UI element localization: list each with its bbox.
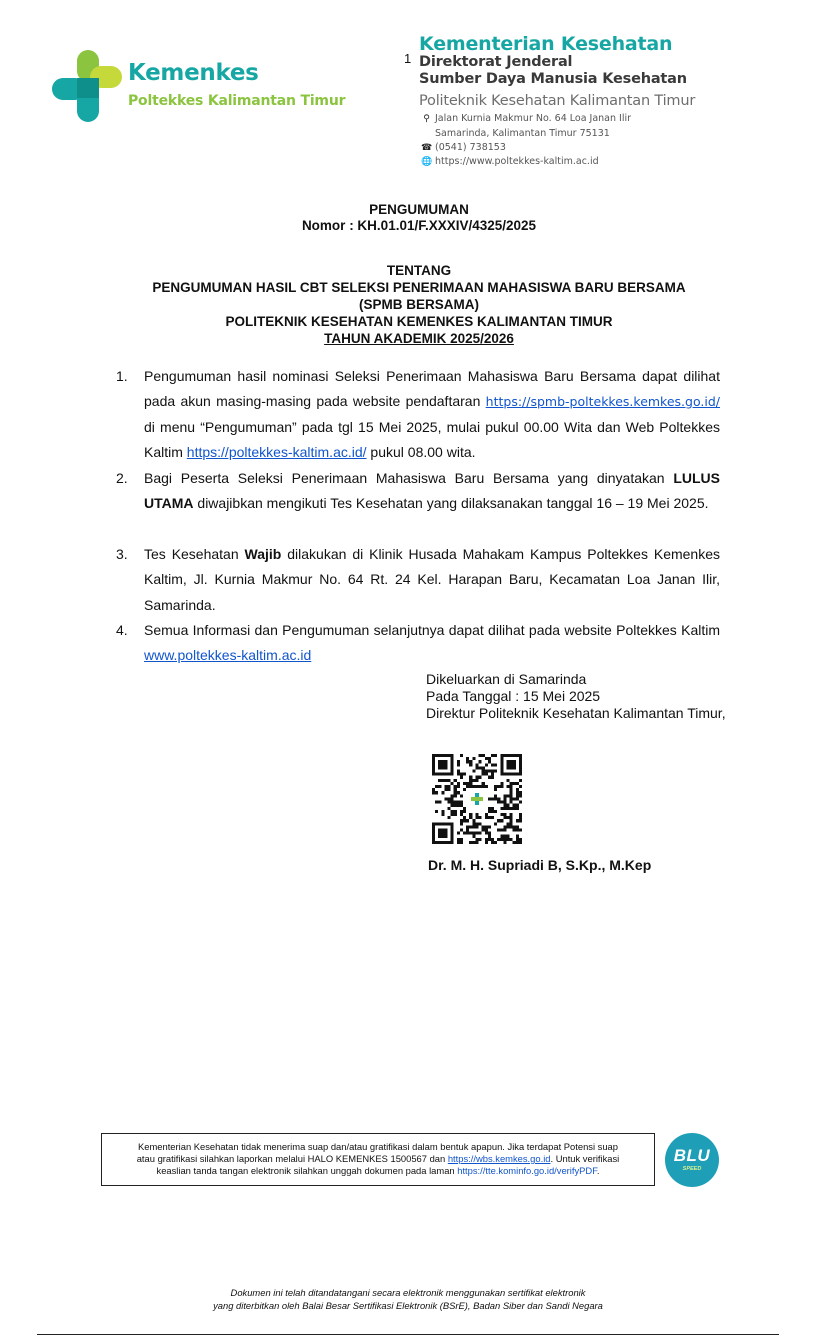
telephone-icon: ☎ [421,143,433,153]
subject-line-3: POLITEKNIK KESEHATAN KEMENKES KALIMANTAN TIMUR [225,314,613,329]
signer-position: Direktur Politeknik Kesehatan Kalimantan Timur, [426,705,726,721]
bottom-divider [37,1334,779,1335]
directorate-subname: Sumber Daya Manusia Kesehatan [419,71,687,87]
directorate-name: Direktorat Jenderal [419,54,573,70]
brand-subtitle: Poltekkes Kalimantan Timur [128,93,346,109]
list-item: 1. Pengumuman hasil nominasi Seleksi Penerimaan Mahasiswa Baru Bersama dapat dilihat pada akun masing-masing pada website pendaftaran https://spmb-poltekkes.kemkes.go.id/ di menu “Pengumuman” pada tgl 15 Mei 2025, mulai pukul 00.00 Wita dan Web Poltekkes Kaltim https://poltekkes-kaltim.ac.id/ pukul 08.00 wita. [116,368,720,460]
list-item: 2. Bagi Peserta Seleksi Penerimaan Mahasiswa Baru Bersama yang dinyatakan LULUS UTAMA diwajibkan mengikuti Tes Kesehatan yang dilaksanakan tanggal 16 – 19 Mei 2025. [116,470,720,512]
wbs-link[interactable]: https://wbs.kemkes.go.id [447,1153,551,1164]
bsre-note-line-2: yang diterbitkan oleh Balai Besar Sertifikasi Elektronik (BSrE), Badan Siber dan Sandi Negara [213,1300,603,1311]
page-number: 1 [404,51,412,66]
ministry-name: Kementerian Kesehatan [419,33,673,55]
blu-speed-badge: BLU SPEED [665,1133,719,1187]
institution-name: Politeknik Kesehatan Kalimantan Timur [419,93,696,109]
list-item: 3. Tes Kesehatan Wajib dilakukan di Klinik Husada Mahakam Kampus Poltekkes Kemenkes Kaltim, Jl. Kurnia Makmur No. 64 Rt. 24 Kel. Harapan Baru, Kecamatan Loa Janan Ilir, Samarinda. [116,546,721,613]
phone-line: ☎ (0541) 738153 [421,142,506,153]
anti-bribery-notice: Kementerian Kesehatan tidak menerima suap dan/atau gratifikasi dalam bentuk apapun. Jika terdapat Potensi suap atau gratifikasi silahkan laporkan melalui HALO KEMENKES 1500567 dan https://wbs.kemkes.go.id. Untuk verifikasi keaslian tanda tangan elektronik silahkan unggah dokumen pada laman https://tte.kominfo.go.id/verifyPDF. [101,1133,655,1186]
announcement-heading: PENGUMUMAN [369,202,469,217]
subject-line-4: TAHUN AKADEMIK 2025/2026 [324,331,514,346]
qr-code [432,754,522,844]
website-link[interactable]: www.poltekkes-kaltim.ac.id [144,647,312,664]
bsre-note-line-1: Dokumen ini telah ditandatangani secara elektronik menggunakan sertifikat elektronik [230,1287,586,1298]
signer-name: Dr. M. H. Supriadi B, S.Kp., M.Kep [428,857,652,873]
subject-line-1: PENGUMUMAN HASIL CBT SELEKSI PENERIMAAN MAHASISWA BARU BERSAMA [152,280,686,295]
brand-name: Kemenkes [128,60,259,86]
verify-link[interactable]: https://tte.kominfo.go.id/verifyPDF [457,1165,597,1176]
address-line-2: Samarinda, Kalimantan Timur 75131 [435,128,610,139]
poltekkes-link[interactable]: https://poltekkes-kaltim.ac.id/ [186,443,367,460]
globe-icon: 🌐 [421,157,433,167]
list-item: 4. Semua Informasi dan Pengumuman selanjutnya dapat dilihat pada website Poltekkes Kaltim www.poltekkes-kaltim.ac.id [116,622,720,664]
spmb-link[interactable]: https://spmb-poltekkes.kemkes.go.id/ [485,394,720,410]
announcement-number: Nomor : KH.01.01/F.XXXIV/4325/2025 [301,218,537,233]
about-heading: TENTANG [386,263,452,278]
kemenkes-logo-icon [50,46,126,126]
address-line-1: ⚲ Jalan Kurnia Makmur No. 64 Loa Janan Ilir [421,113,631,124]
issued-place: Dikeluarkan di Samarinda [426,671,587,687]
website-line[interactable]: 🌐 https://www.poltekkes-kaltim.ac.id [421,156,599,167]
issued-date: Pada Tanggal : 15 Mei 2025 [426,688,601,704]
subject-line-2: (SPMB BERSAMA) [359,297,479,312]
location-pin-icon: ⚲ [423,114,430,124]
